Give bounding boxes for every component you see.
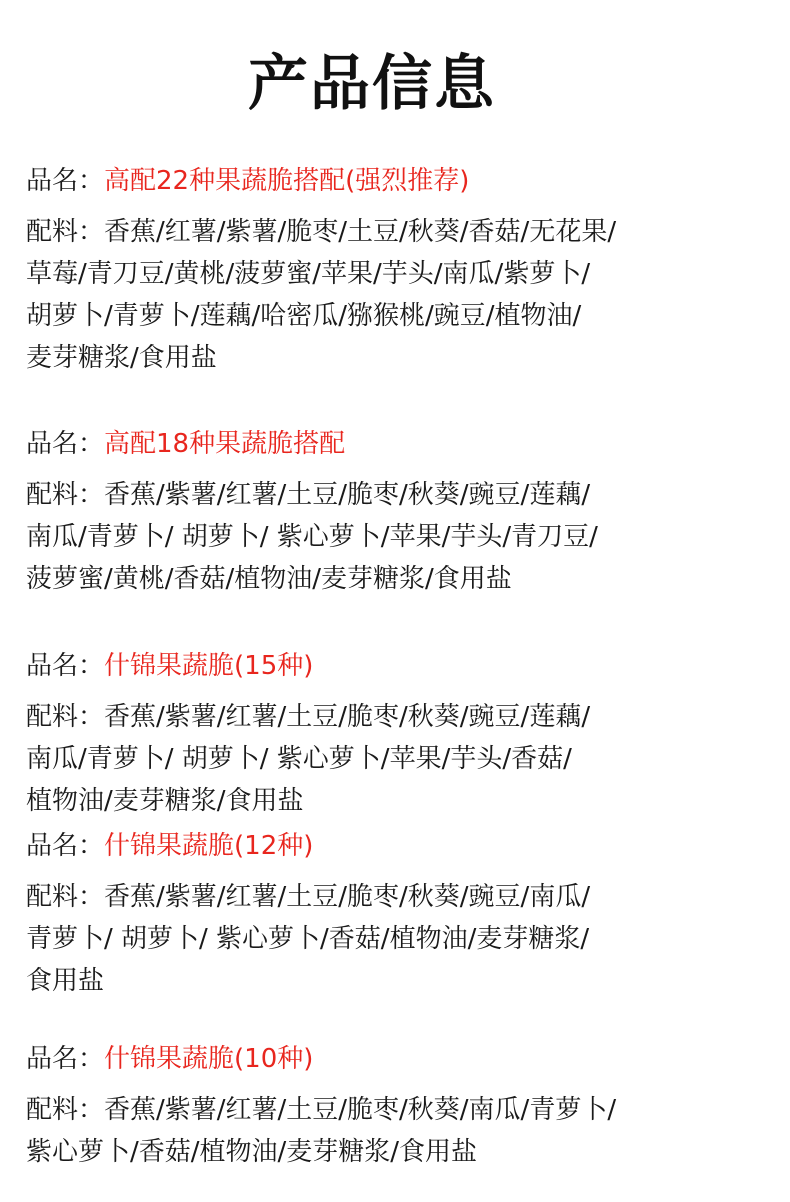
product-name-value: 高配18种果蔬脆搭配 [104,429,346,459]
product-entry-5 [26,1041,746,1173]
ingredients-line: 菠萝蜜/黄桃/香菇/植物油/麦芽糖浆/食用盐 [26,564,512,594]
ingredients-line: 配料：香蕉/紫薯/红薯/土豆/脆枣/秋葵/豌豆/南瓜/ [26,882,591,912]
ingredients-line: 食用盐 [26,966,105,996]
ingredients-block [26,1089,746,1173]
ingredients-line: 紫心萝卜/香菇/植物油/麦芽糖浆/食用盐 [26,1137,478,1167]
ingredients-line: 南瓜/青萝卜/ 胡萝卜/ 紫心萝卜/苹果/芋头/青刀豆/ [26,522,598,552]
ingredients-block [26,211,746,379]
product-name-value: 什锦果蔬脆(12种) [104,831,314,861]
ingredients-line: 配料：香蕉/紫薯/红薯/土豆/脆枣/秋葵/豌豆/莲藕/ [26,480,591,510]
product-name-line [26,163,746,199]
product-name-label: 品名： [26,831,105,861]
product-name-line [26,648,746,684]
ingredients-block [26,876,746,1002]
ingredients-line: 胡萝卜/青萝卜/莲藕/哈密瓜/猕猴桃/豌豆/植物油/ [26,301,582,331]
ingredients-line: 配料：香蕉/红薯/紫薯/脆枣/土豆/秋葵/香菇/无花果/ [26,217,617,247]
product-name-label: 品名： [26,429,105,459]
product-name-line [26,426,746,462]
product-entry-4 [26,828,746,1002]
product-name-value: 什锦果蔬脆(10种) [104,1044,314,1074]
ingredients-line: 配料：香蕉/紫薯/红薯/土豆/脆枣/秋葵/南瓜/青萝卜/ [26,1095,617,1125]
product-entry-3 [26,648,746,822]
ingredients-line: 配料：香蕉/紫薯/红薯/土豆/脆枣/秋葵/豌豆/莲藕/ [26,702,591,732]
ingredients-line: 草莓/青刀豆/黄桃/菠萝蜜/苹果/芋头/南瓜/紫萝卜/ [26,259,591,289]
product-name-line [26,1041,746,1077]
page-title: 产品信息 [248,49,496,119]
ingredients-line: 植物油/麦芽糖浆/食用盐 [26,786,304,816]
ingredients-line: 南瓜/青萝卜/ 胡萝卜/ 紫心萝卜/苹果/芋头/香菇/ [26,744,572,774]
product-name-label: 品名： [26,166,105,196]
product-name-value: 什锦果蔬脆(15种) [104,651,314,681]
ingredients-block [26,474,746,600]
product-name-line [26,828,746,864]
product-name-label: 品名： [26,651,105,681]
product-entry-1 [26,163,746,379]
ingredients-line: 青萝卜/ 胡萝卜/ 紫心萝卜/香菇/植物油/麦芽糖浆/ [26,924,590,954]
ingredients-block [26,696,746,822]
product-name-value: 高配22种果蔬脆搭配(强烈推荐) [104,166,470,196]
product-entry-2 [26,426,746,600]
ingredients-line: 麦芽糖浆/食用盐 [26,343,217,373]
product-name-label: 品名： [26,1044,105,1074]
